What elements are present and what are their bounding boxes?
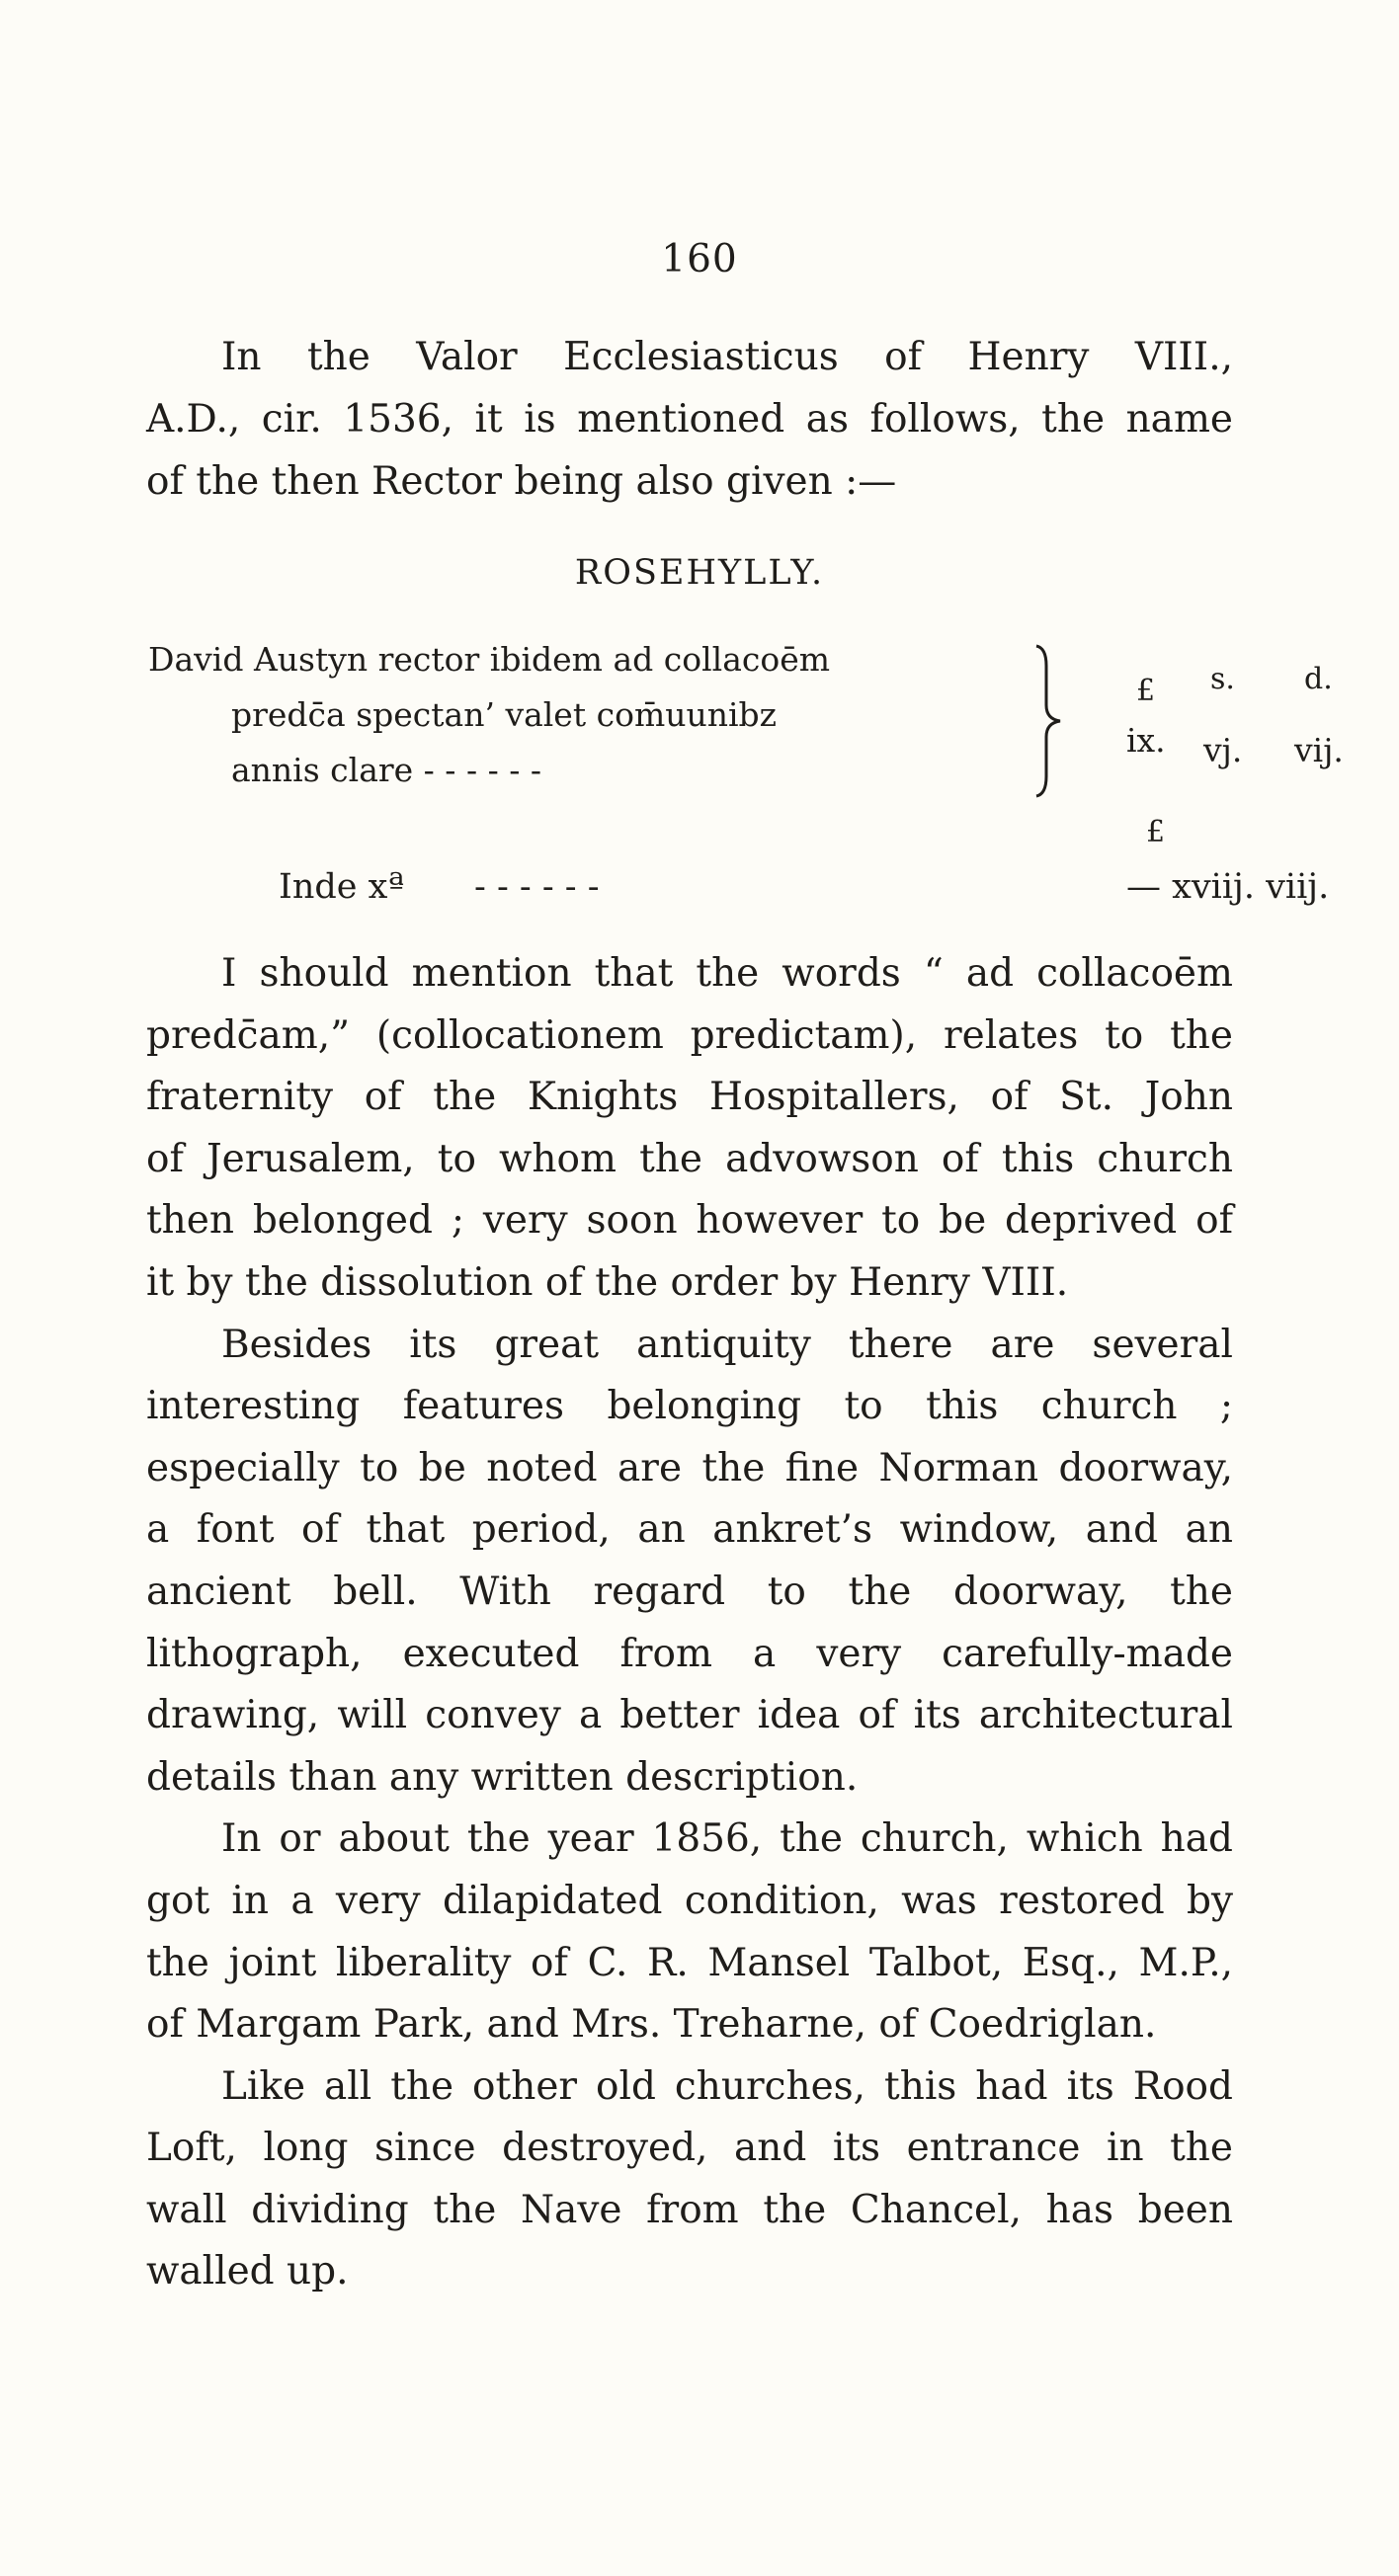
- pound-header: £: [1136, 674, 1156, 708]
- page-number: 160: [661, 237, 738, 282]
- intro-line: A.D., cir. 1536, it is mentioned as follows, the name: [146, 397, 1233, 442]
- pence-header: d.: [1304, 662, 1333, 696]
- inde-value: — xviij. viij.: [1126, 867, 1330, 907]
- body-line: Loft, long since destroyed, and its entrance in the: [146, 2126, 1233, 2171]
- intro-line: of the then Rector being also given :—: [146, 459, 897, 504]
- body-line: details than any written description.: [146, 1754, 859, 1800]
- body-line: a font of that period, an ankret’s window, and an: [146, 1507, 1233, 1553]
- body-line: wall dividing the Nave from the Chancel, has been: [146, 2187, 1233, 2232]
- body-line: walled up.: [146, 2249, 349, 2294]
- valor-entry: [148, 632, 1344, 928]
- body-line: it by the dissolution of the order by Henry VIII.: [146, 1259, 1069, 1305]
- intro-paragraph: [146, 326, 1233, 513]
- body-line: the joint liberality of C. R. Mansel Talbot, Esq., M.P.,: [146, 1940, 1233, 1985]
- body-line: drawing, will convey a better idea of its architectural: [146, 1693, 1233, 1738]
- pence-value: vij.: [1294, 731, 1344, 769]
- curly-brace-icon: [1032, 642, 1072, 800]
- body-paragraphs: [146, 943, 1233, 2303]
- body-line: In or about the year 1856, the church, which had: [221, 1816, 1233, 1862]
- body-line: of Jerusalem, to whom the advowson of this church: [146, 1136, 1233, 1181]
- body-line: interesting features belonging to this church ;: [146, 1384, 1233, 1429]
- body-line: Besides its great antiquity there are several: [221, 1322, 1233, 1367]
- valor-line: predc̄a spectan’ valet com̄uunibz: [231, 695, 778, 734]
- valor-line: annis clare - - - - - -: [231, 751, 542, 789]
- inde-dashes: - - - - - -: [474, 867, 600, 907]
- shilling-header: s.: [1210, 662, 1235, 696]
- body-line: predc̄am,” (collocationem predictam), relates to the: [146, 1012, 1233, 1058]
- body-line: I should mention that the words “ ad collacoēm: [221, 951, 1233, 996]
- body-line: lithograph, executed from a very carefully-made: [146, 1631, 1233, 1676]
- section-title: ROSEHYLLY.: [574, 553, 825, 593]
- body-line: got in a very dilapidated condition, was restored by: [146, 1878, 1233, 1923]
- pound-value: ix.: [1126, 721, 1166, 760]
- body-line: fraternity of the Knights Hospitallers, of St. John: [146, 1075, 1233, 1120]
- body-line: Like all the other old churches, this had its Rood: [221, 2063, 1233, 2109]
- body-line: of Margam Park, and Mrs. Treharne, of Coedriglan.: [146, 2002, 1157, 2048]
- intro-line: In the Valor Ecclesiasticus of Henry VIII.,: [221, 335, 1233, 379]
- body-line: especially to be noted are the fine Norman doorway,: [146, 1445, 1233, 1490]
- body-line: ancient bell. With regard to the doorway, the: [146, 1569, 1233, 1614]
- valor-line: David Austyn rector ibidem ad collacoēm: [148, 640, 831, 679]
- inde-label: Inde xª: [279, 867, 404, 907]
- inde-pound-symbol: £: [1146, 815, 1166, 849]
- body-line: then belonged ; very soon however to be deprived of: [146, 1198, 1233, 1244]
- shilling-value: vj.: [1203, 731, 1243, 769]
